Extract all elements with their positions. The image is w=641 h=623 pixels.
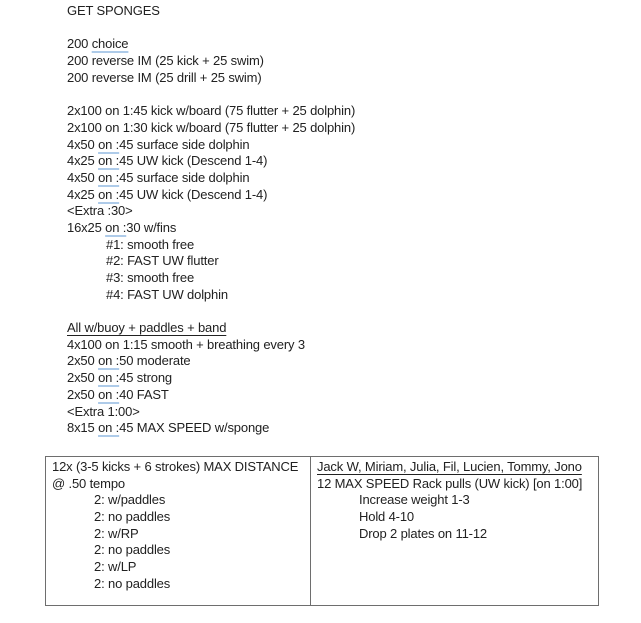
text-segment: 4x50 [67, 136, 99, 152]
text-line [52, 476, 304, 493]
text-segment: 2: no paddles [94, 542, 171, 558]
text-segment: 2: w/RP [94, 525, 139, 541]
text-segment: 200 [67, 36, 92, 52]
text-line [67, 420, 355, 437]
text-segment: #2: FAST UW flutter [106, 253, 219, 269]
text-segment: 4x25 [67, 186, 99, 202]
grammar-flagged-text[interactable]: on : [98, 169, 120, 185]
text-segment: 4x50 [67, 169, 99, 185]
text-segment: 40 FAST [119, 386, 169, 402]
text-line [317, 526, 592, 543]
text-segment: 2: w/LP [94, 559, 137, 575]
text-segment: 45 MAX SPEED w/sponge [119, 420, 270, 436]
text-segment: 200 reverse IM (25 drill + 25 swim) [67, 69, 262, 85]
text-segment: Drop 2 plates on 11-12 [359, 525, 487, 541]
text-line [67, 353, 355, 370]
text-segment: GET SPONGES [67, 3, 160, 18]
text-line [67, 337, 355, 354]
text-line [52, 576, 304, 593]
table-cell-rack-pulls[interactable] [311, 457, 598, 605]
notes-table [45, 456, 599, 606]
text-line [67, 137, 355, 154]
text-segment: 2: w/paddles [94, 492, 166, 508]
text-segment: 30 w/fins [126, 219, 177, 235]
blank-line [67, 86, 355, 103]
text-line [67, 120, 355, 137]
text-line [67, 103, 355, 120]
grammar-flagged-text[interactable]: on : [98, 420, 120, 436]
text-line [67, 53, 355, 70]
text-segment: 2x100 on 1:45 kick w/board (75 flutter + 25 dolphin) [67, 103, 356, 119]
text-segment: 45 UW kick (Descend 1-4) [119, 153, 268, 169]
text-line [67, 387, 355, 404]
text-line [67, 187, 355, 204]
text-segment: 45 surface side dolphin [119, 169, 250, 185]
text-line [317, 509, 592, 526]
text-line [67, 237, 355, 254]
text-line [52, 559, 304, 576]
text-line [317, 492, 592, 509]
text-segment: #3: smooth free [106, 270, 195, 285]
text-line [67, 153, 355, 170]
text-segment: <Extra 1:00> [67, 403, 140, 419]
text-segment: Hold 4-10 [359, 509, 415, 525]
text-line [317, 459, 592, 476]
text-segment: 4x25 [67, 153, 99, 169]
text-segment: 45 strong [119, 370, 173, 386]
text-segment: 45 UW kick (Descend 1-4) [119, 186, 268, 202]
text-segment: @ .50 tempo [52, 475, 125, 491]
text-segment: <Extra :30> [67, 203, 133, 219]
text-line [317, 476, 592, 493]
grammar-flagged-text[interactable]: on : [98, 153, 120, 169]
text-line [67, 404, 355, 421]
grammar-flagged-text[interactable]: on : [98, 370, 120, 386]
grammar-flagged-text[interactable]: choice [91, 36, 129, 52]
text-segment: 2x50 [67, 370, 99, 386]
text-line [67, 170, 355, 187]
text-segment: 2: no paddles [94, 575, 171, 591]
text-segment: 8x15 [67, 420, 99, 436]
text-segment: 12 MAX SPEED Rack pulls (UW kick) [on 1:00] [317, 475, 583, 491]
text-line [67, 370, 355, 387]
title-line [67, 3, 355, 20]
text-segment: 2x50 [67, 353, 99, 369]
text-segment: 16x25 [67, 219, 106, 235]
text-line [67, 253, 355, 270]
text-segment: 45 surface side dolphin [119, 136, 250, 152]
text-segment: 2x100 on 1:30 kick w/board (75 flutter + 25 dolphin) [67, 119, 356, 135]
underlined-heading: All w/buoy + paddles + band [67, 320, 227, 336]
text-segment: 2x50 [67, 386, 99, 402]
text-segment: #4: FAST UW dolphin [106, 286, 228, 302]
text-line [67, 270, 355, 287]
text-line [52, 526, 304, 543]
text-line [52, 509, 304, 526]
text-segment: 2: no paddles [94, 509, 171, 525]
blank-line [67, 303, 355, 320]
text-line [67, 220, 355, 237]
text-line [52, 459, 304, 476]
text-line [52, 492, 304, 509]
grammar-flagged-text[interactable]: on : [98, 353, 120, 369]
text-line [67, 287, 355, 304]
text-line [67, 203, 355, 220]
grammar-flagged-text[interactable]: on : [98, 136, 120, 152]
text-segment: Increase weight 1-3 [359, 492, 470, 508]
blank-line [67, 20, 355, 37]
text-segment: 4x100 on 1:15 smooth + breathing every 3 [67, 336, 305, 352]
grammar-flagged-text[interactable]: on : [98, 386, 120, 402]
text-segment: 200 reverse IM (25 kick + 25 swim) [67, 53, 264, 69]
grammar-flagged-text[interactable]: on : [98, 186, 120, 202]
grammar-flagged-text[interactable]: on : [105, 219, 127, 235]
text-line [67, 36, 355, 53]
text-line [67, 70, 355, 87]
text-segment: #1: smooth free [106, 236, 195, 252]
underlined-heading: Jack W, Miriam, Julia, Fil, Lucien, Tommy, Jono [317, 459, 582, 474]
table-cell-sponge-set[interactable] [46, 457, 311, 605]
text-line [67, 320, 355, 337]
text-segment: 50 moderate [119, 353, 191, 369]
workout-text-region[interactable] [67, 3, 355, 437]
text-line [52, 542, 304, 559]
text-segment: 12x (3-5 kicks + 6 strokes) MAX DISTANCE [52, 459, 299, 474]
